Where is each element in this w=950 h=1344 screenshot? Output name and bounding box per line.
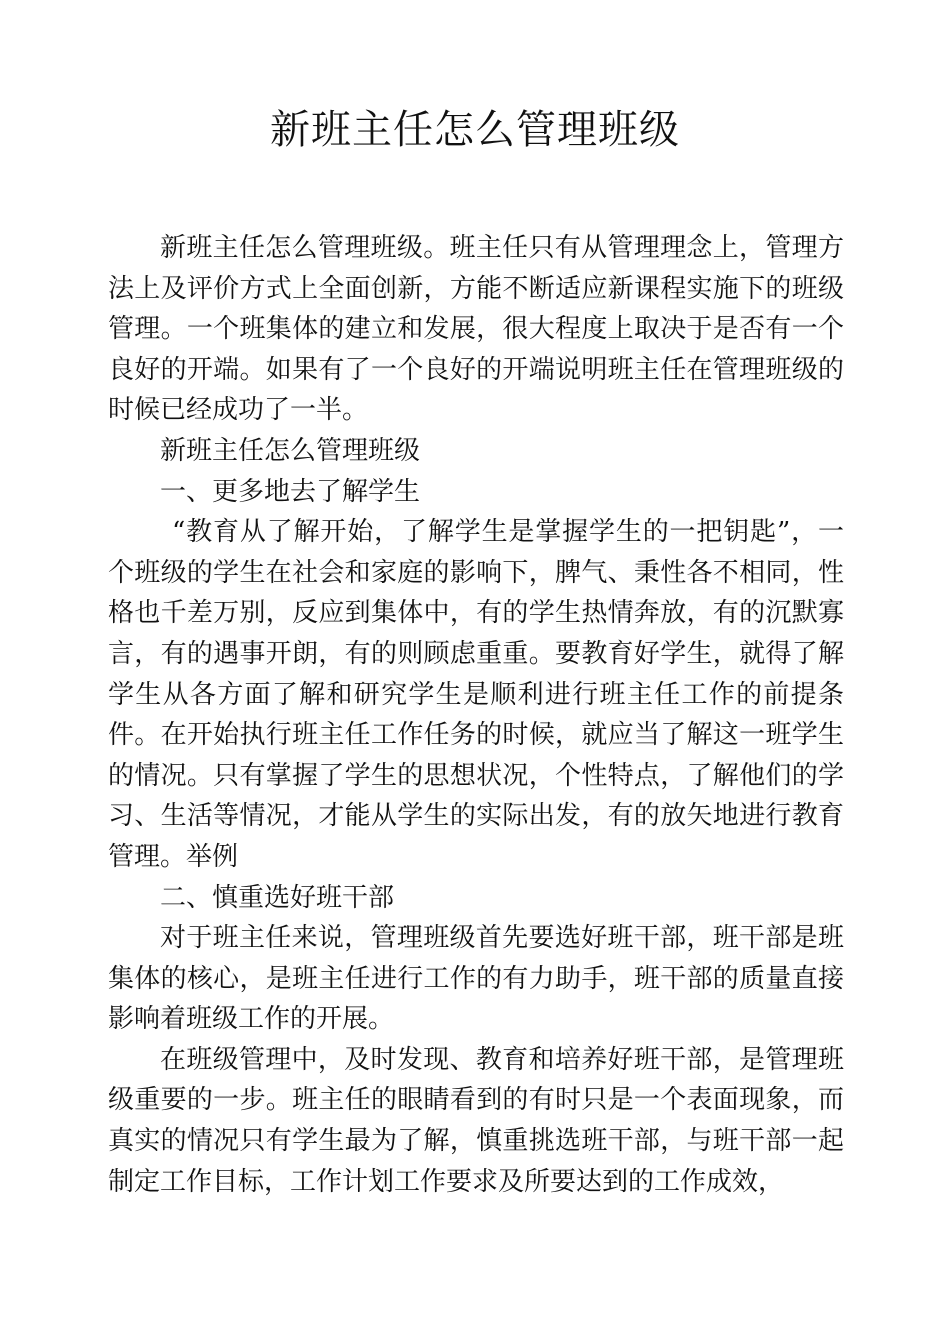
document-body bbox=[108, 228, 844, 1202]
section-1-paragraph: “教育从了解开始，了解学生是掌握学生的一把钥匙”，一个班级的学生在社会和家庭的影响下，脾气、秉性各不相同，性格也千差万别，反应到集体中，有的学生热情奔放，有的沉默寡言，有的遇事开朗，有的则顾虑重重。要教育好学生，就得了解学生从各方面了解和研究学生是顺利进行班主任工作的前提条件。在开始执行班主任工作任务的时候，就应当了解这一班学生的情况。只有掌握了学生的思想状况，个性特点，了解他们的学习、生活等情况，才能从学生的实际出发，有的放矢地进行教育管理。举例 bbox=[108, 517, 844, 872]
section-2-paragraph-2: 在班级管理中，及时发现、教育和培养好班干部，是管理班级重要的一步。班主任的眼睛看到的有时只是一个表面现象，而真实的情况只有学生最为了解，慎重挑选班干部，与班干部一起制定工作目标，工作计划工作要求及所要达到的工作成效， bbox=[108, 1044, 844, 1197]
section-heading-2: 二、慎重选好班干部 bbox=[160, 882, 395, 913]
section-2-paragraph-1: 对于班主任来说，管理班级首先要选好班干部，班干部是班集体的核心，是班主任进行工作的有力助手，班干部的质量直接影响着班级工作的开展。 bbox=[108, 923, 844, 1035]
subtitle-line: 新班主任怎么管理班级 bbox=[160, 435, 421, 466]
section-heading-1: 一、更多地去了解学生 bbox=[160, 476, 421, 507]
intro-paragraph: 新班主任怎么管理班级。班主任只有从管理理念上，管理方法上及评价方式上全面创新，方能不断适应新课程实施下的班级管理。一个班集体的建立和发展，很大程度上取决于是否有一个良好的开端。如果有了一个良好的开端说明班主任在管理班级的时候已经成功了一半。 bbox=[108, 233, 844, 426]
document-title: 新班主任怎么管理班级 bbox=[270, 107, 680, 153]
